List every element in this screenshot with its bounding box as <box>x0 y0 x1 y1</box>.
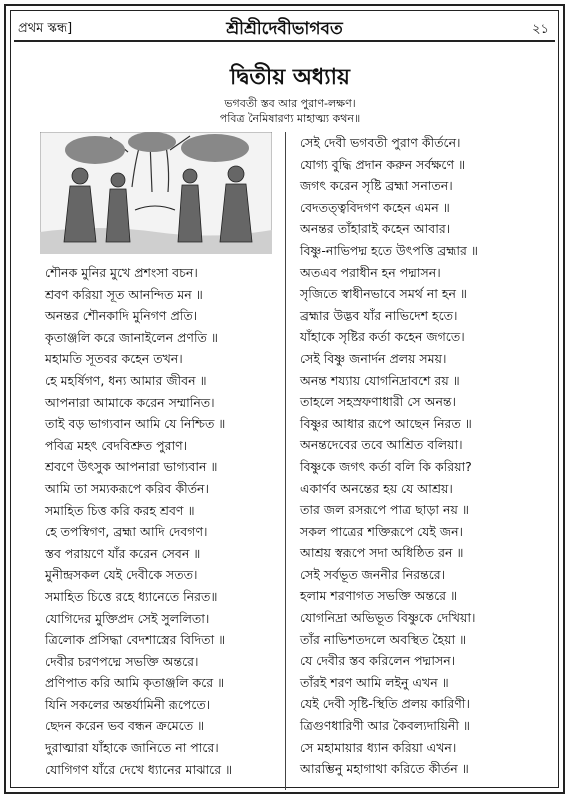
verse-line: প্রণিপাত করি আমি কৃতাঞ্জলি করে ॥ <box>45 675 225 691</box>
sages-in-forest-illustration <box>40 132 272 254</box>
verse-line: একার্ণব অনন্তের হয় যে আশ্রয়। <box>300 480 453 496</box>
verse-line: শ্রবণে উৎসুক আপনারা ভাগ্যবান ॥ <box>45 459 218 475</box>
verse-line: হলাম শরণাগত সভক্তি অন্তরে ॥ <box>300 588 458 604</box>
verse-line: আমি তা সম্যকরূপে করিব কীর্তন। <box>45 480 209 496</box>
right-verse-column <box>300 132 556 780</box>
verse-line: ত্রিলোক প্রসিদ্ধা বেদশাস্ত্রের বিদিতা ॥ <box>45 632 226 648</box>
verse-line: অতএব পরাধীন হন পদ্মাসন। <box>300 264 441 280</box>
page-number: ২১ <box>532 22 549 37</box>
verse-line: আশ্রয় স্বরূপে সদা অধিষ্ঠিত রন ॥ <box>300 545 464 561</box>
verse-line: হে তপস্বিগণ, ব্রহ্মা আদি দেবগণ। <box>45 524 208 540</box>
verse-line: শৌনক মুনির মুখে প্রশংসা বচন। <box>45 265 198 280</box>
verse-line: স্তব পরায়ণে যাঁর করেন সেবন ॥ <box>45 545 201 561</box>
verse-line: যোগিদের মুক্তিপ্রদ সেই সুললিতা। <box>45 610 210 626</box>
verse-line: তাঁর নাভিশতদলে অবস্থিত হৈয়া ॥ <box>300 631 467 647</box>
verse-line: শ্রবণ করিয়া সূত আনন্দিত মন ॥ <box>45 286 203 302</box>
verse-line: হে মহর্ষিগণ, ধন্য আমার জীবন ॥ <box>45 372 207 388</box>
verse-line: দুরাত্মারা যাঁহাকে জানিতে না পারে। <box>45 740 219 756</box>
book-title: শ্রীশ্রীদেবীভাগবত <box>226 19 343 39</box>
verse-line: অনন্ত শয্যায় যোগনিদ্রাবশে রয় ॥ <box>300 372 460 388</box>
chapter-title: দ্বিতীয় অধ্যায় <box>230 65 350 90</box>
verse-line: বিষ্ণুর আধার রূপে আছেন নিরত ॥ <box>300 415 472 431</box>
verse-line: বিষ্ণুকে জগৎ কর্তা বলি কি করিয়া? <box>300 458 472 474</box>
verse-line: মহামতি সূতবর কহেন তখন। <box>45 351 183 367</box>
verse-line: সকল পাত্রের শক্তিরূপে যেই জন। <box>300 523 464 539</box>
verse-line: সেই দেবী ভগবতী পুরাণ কীর্তনে। <box>300 135 461 150</box>
verse-line: সে মহামায়ার ধ্যান করিয়া এখন। <box>300 739 457 755</box>
verse-line: যাঁহাকে সৃষ্টির কর্তা কহেন জগতে। <box>300 329 465 345</box>
verse-line: তার জল রসরূপে পাত্র ছাড়া নয় ॥ <box>300 502 469 518</box>
verse-line: পবিত্র মহৎ বেদবিশ্রুত পুরাণ। <box>45 437 188 453</box>
running-header <box>14 14 555 40</box>
verse-line: যোগ্য বুদ্ধি প্রদান করুন সর্বক্ষণে ॥ <box>300 156 466 172</box>
verse-line: ছেদন করেন ভব বন্ধন ক্রমেতে ॥ <box>45 718 205 734</box>
verse-line: দেবীর চরণপদ্মে সভক্তি অন্তরে। <box>45 653 199 669</box>
verse-line: সৃজিতে স্বাধীনভাবে সমর্থ না হন ॥ <box>300 286 467 302</box>
verse-line: যোগনিদ্রা অভিভূত বিষ্ণুকে দেখিয়া। <box>300 610 476 626</box>
verse-line: সেই বিষ্ণু জনার্দন প্রলয় সময়। <box>300 350 447 366</box>
verse-line: যে দেবীর স্তব করিলেন পদ্মাসন। <box>300 653 456 669</box>
verse-line: তাহলে সহস্রফণাধারী সে অনন্ত। <box>300 394 457 410</box>
verse-line: যোগিগণ যাঁরে দেখে ধ্যানের মাঝারে ॥ <box>45 761 233 777</box>
chapter-subtitle-1: ভগবতী স্তব আর পুরাণ-লক্ষণ। <box>224 97 356 110</box>
verse-line: ত্রিগুণধারিণী আর কৈবল্যদায়িনী ॥ <box>300 718 470 734</box>
verse-line: যেই দেবী সৃষ্টি-স্থিতি প্রলয় কারিণী। <box>300 696 470 712</box>
verse-line: আপনারা আমাকে করেন সম্মানিত। <box>45 394 215 410</box>
verse-line: তাই বড় ভাগ্যবান আমি যে নিশ্চিত ॥ <box>45 416 226 432</box>
verse-line: সেই সর্বভূত জননীর নিরন্তরে। <box>300 566 446 582</box>
verse-line: ব্রহ্মার উদ্ভব যাঁর নাভিদেশ হতে। <box>300 307 458 323</box>
verse-line: সমাহিত চিত্তে রহে ধ্যানেতে নিরত॥ <box>45 588 218 604</box>
verse-line: যিনি সকলের অন্তর্যামিনী রূপেতে। <box>45 696 211 712</box>
verse-line: অনন্তর শৌনকাদি মুনিগণ প্রতি। <box>45 308 198 324</box>
verse-line: অনন্তর তাঁহারাই কহেন আবার। <box>300 221 451 237</box>
chapter-subtitle-2: পবিত্র নৈমিষারণ্য মাহাত্ম্য কথন॥ <box>219 112 361 125</box>
verse-line: অনন্তদেবের তবে আশ্রিত বলিয়া। <box>300 437 463 453</box>
verse-line: জগৎ করেন সৃষ্টি ব্রহ্মা সনাতন। <box>300 178 453 194</box>
left-verse-column <box>45 262 281 780</box>
verse-line: কৃতাঞ্জলি করে জানাইলেন প্রণতি ॥ <box>45 329 218 345</box>
volume-label: প্রথম স্কন্ধ] <box>18 21 73 36</box>
verse-line: বিষ্ণু-নাভিপদ্ম হতে উৎপত্তি ব্রহ্মার ॥ <box>300 242 478 258</box>
header-rule <box>14 40 555 42</box>
verse-line: সমাহিত চিত্ত করি করহ শ্রবণ ॥ <box>45 502 195 518</box>
verse-line: আরম্ভিনু মহাগাথা করিতে কীর্তন ॥ <box>300 761 469 777</box>
verse-line: মুনীন্দ্রসকল যেই দেবীকে সতত। <box>45 567 198 583</box>
column-divider <box>285 132 286 790</box>
verse-line: বেদতত্ত্ববিদগণ কহেন এমন ॥ <box>300 199 450 215</box>
verse-line: তাঁরই শরণ আমি লইনু এখন ॥ <box>300 674 449 690</box>
